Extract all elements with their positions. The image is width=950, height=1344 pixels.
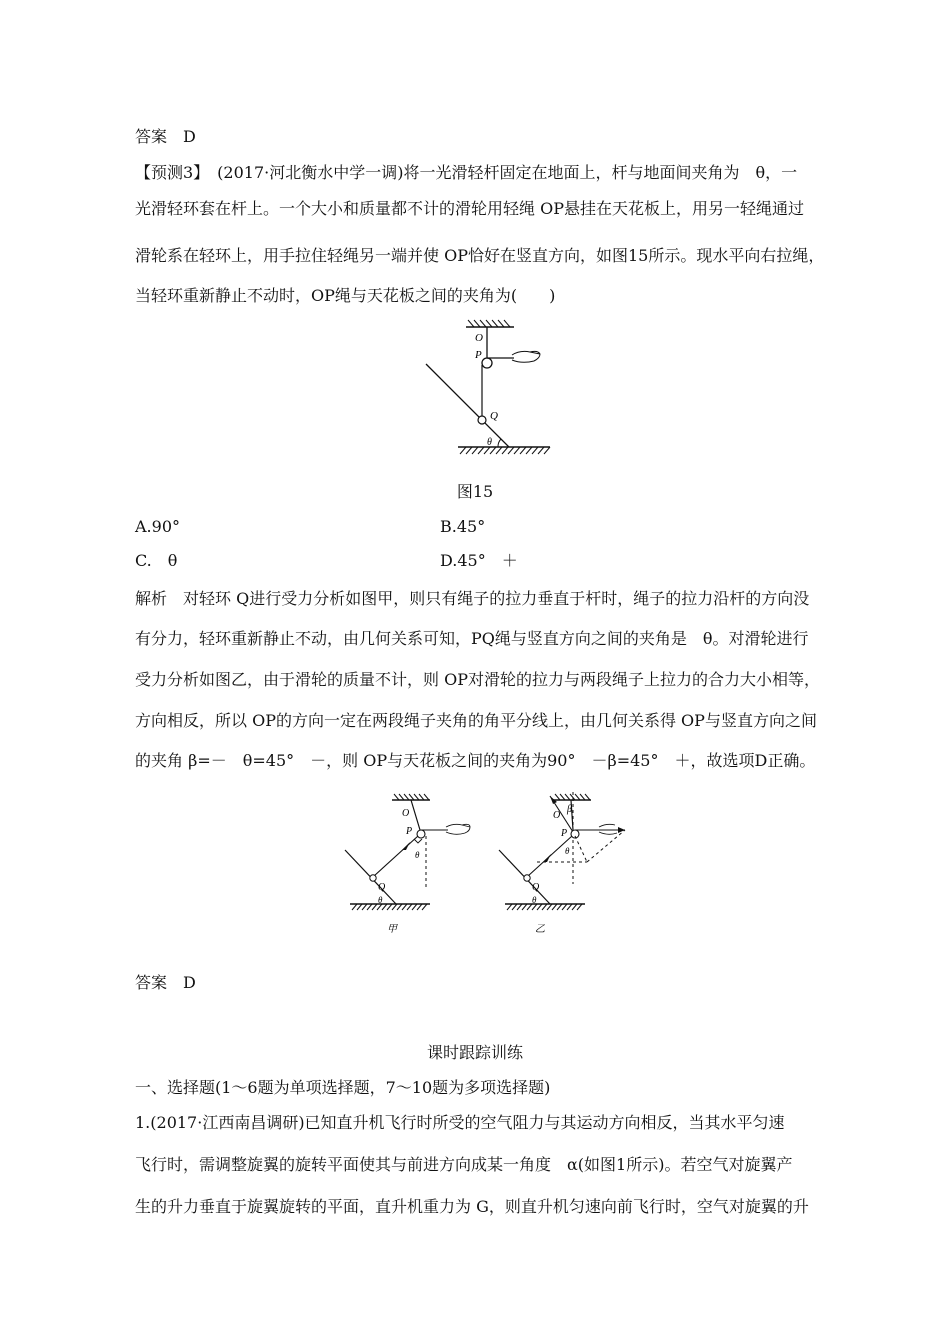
label-theta-2: θ: [532, 895, 537, 905]
analysis-line-3: 受力分析如图乙，由于滑轮的质量不计，则 OP对滑轮的拉力与两段绳子上拉力的合力大小相等，: [135, 670, 820, 689]
answer-line-2: 答案 D: [135, 973, 196, 992]
analysis-line-1: 解析 对轻环 Q进行受力分析如图甲，则只有绳子的拉力垂直于杆时，绳子的拉力沿杆的方向没: [135, 589, 810, 608]
label-O: O: [475, 332, 483, 344]
label-P: P: [475, 349, 482, 361]
figure-15-caption: 图15: [456, 482, 494, 501]
figure-yi: [495, 792, 645, 942]
option-c: C. θ: [135, 551, 178, 570]
problem-line-1: 【预测3】 (2017·河北衡水中学一调)将一光滑轻杆固定在地面上，杆与地面间夹角为 θ，一: [135, 163, 798, 182]
analysis-line-4: 方向相反，所以 OP的方向一定在两段绳子夹角的角平分线上，由几何关系得 OP与竖直方向之间: [135, 711, 817, 730]
label-Q: Q: [490, 410, 498, 422]
label-Q: Q: [378, 882, 386, 893]
label-beta: β: [567, 804, 572, 815]
question-1-line-1: 1.(2017·江西南昌调研)已知直升机飞行时所受的空气阻力与其运动方向相反，当其水平匀速: [135, 1113, 785, 1132]
label-O: O: [553, 810, 561, 821]
question-1-line-2: 飞行时，需调整旋翼的旋转平面使其与前进方向成某一角度 α(如图1所示)。若空气对旋翼产: [135, 1155, 793, 1174]
analysis-line-2: 有分力，轻环重新静止不动，由几何关系可知，PQ绳与竖直方向之间的夹角是 θ。对滑轮进行: [135, 629, 809, 648]
answer-line: 答案 D: [135, 127, 196, 146]
label-P: P: [561, 828, 568, 839]
figure-jia: [340, 792, 480, 942]
label-theta-1: θ: [415, 850, 420, 860]
label-theta-2: θ: [378, 895, 383, 905]
section-title: 课时跟踪训练: [426, 1043, 523, 1062]
label-theta-1: θ: [565, 846, 570, 856]
option-a: A.90°: [135, 517, 180, 536]
label-theta: θ: [487, 437, 492, 448]
figure-jia-caption: 甲: [387, 924, 397, 935]
figure-yi-caption: 乙: [535, 924, 545, 935]
option-d: D.45° ＋: [440, 551, 518, 570]
label-Q: Q: [532, 882, 540, 893]
problem-line-4: 当轻环重新静止不动时，OP绳与天花板之间的夹角为( ): [135, 286, 556, 305]
analysis-line-5: 的夹角 β=－ θ=45° －，则 OP与天花板之间的夹角为90° －β=45° ＋，故选项D正确。: [135, 751, 816, 770]
label-P: P: [406, 826, 413, 837]
figure-15: [0, 320, 950, 460]
label-O: O: [402, 808, 410, 819]
part1-title: 一、选择题(1～6题为单项选择题，7～10题为多项选择题): [135, 1078, 551, 1097]
problem-line-3: 滑轮系在轻环上，用手拉住轻绳另一端并使 OP恰好在竖直方向，如图15所示。现水平向右拉绳，: [135, 246, 825, 265]
problem-line-2: 光滑轻环套在杆上。一个大小和质量都不计的滑轮用轻绳 OP悬挂在天花板上，用另一轻绳通过: [135, 199, 804, 218]
option-b: B.45°: [440, 517, 486, 536]
question-1-line-3: 生的升力垂直于旋翼旋转的平面，直升机重力为 G，则直升机匀速向前飞行时，空气对旋翼的升: [135, 1197, 809, 1216]
